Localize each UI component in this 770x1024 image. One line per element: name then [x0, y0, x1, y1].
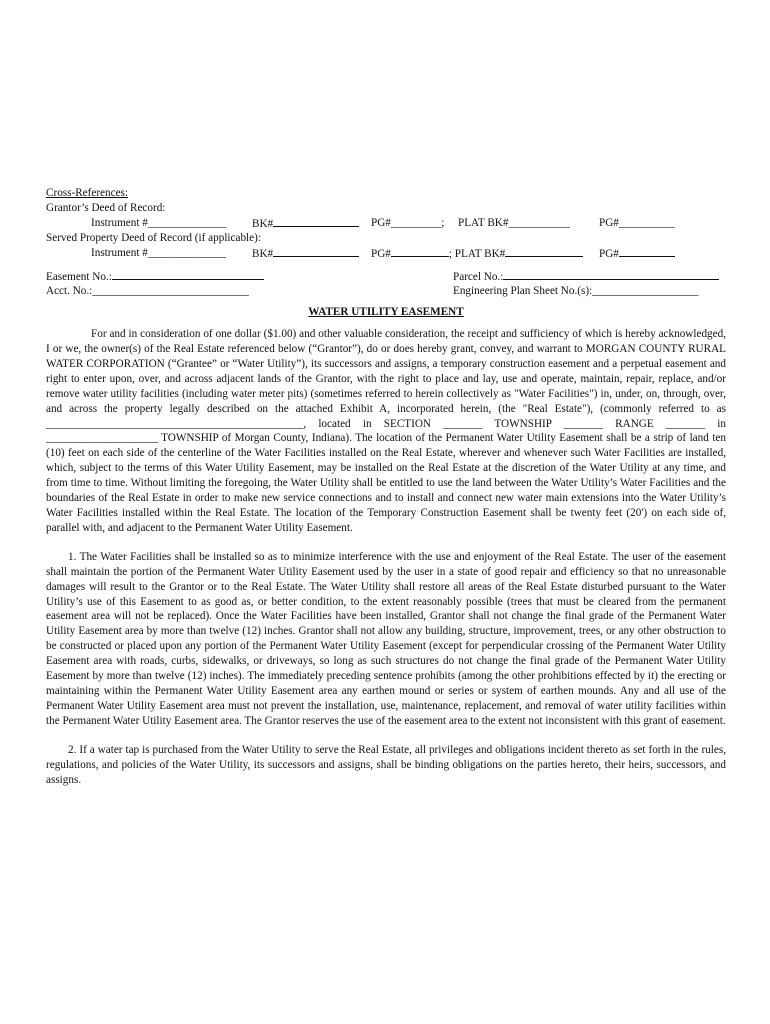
- plat-pg-blank-2: [619, 246, 675, 257]
- plat-bk-blank-2: [505, 246, 583, 257]
- served-deed-label: Served Property Deed of Record (if applicable):: [46, 231, 261, 244]
- cross-references-label: Cross-References:: [46, 187, 129, 199]
- pg-label-2: PG#: [371, 247, 391, 260]
- pg-field-1[interactable]: PG#_________;: [371, 216, 445, 229]
- cross-references-heading: [46, 186, 726, 201]
- intro-paragraph: For and in consideration of one dollar ($1.00) and other valuable consideration, the receipt and sufficiency of which is hereby acknowledged, I or we, the owner(s) of the Real Estate referenced below (“Grantor”), do or does hereby grant, convey, and warrant to MORGAN COUNTY RURAL WATER CORPORATION (“Grantee” or “Water Utility”), its successors and assigns, a temporary construction easement and a perpetual easement and right to enter upon, over, and across adjacent lands of the Grantor, with the right to place and lay, use and operate, maintain, repair, replace, and/or remove water utility facilities (including water meter pits) (sometimes referred to herein collectively as "Water Facilities") in, under, on, through, over, and across the property legally described on the attached Exhibit A, incorporated herein, (the "Real Estate"), (commonly referred to as ______________________________________________, located in SECTION _______ TOWNSHIP _______ RANGE _______ in ____________________ TOWNSHIP of Morgan County, Indiana). The location of the Permanent Water Utility Easement shall be a strip of land ten (10) feet on each side of the centerline of the Water Facilities installed on the Real Estate, wherever and whenever such Water Facilities are installed, which, subject to the terms of this Water Utility Easement, may be installed on the Real Estate at the discretion of the Water Utility at any time, and from time to time. Without limiting the foregoing, the Water Utility shall be entitled to use the land between the Water Utility’s Water Facilities and the boundaries of the Real Estate in order to make new service connections and to install and connect new water main extensions into the Water Utility’s Water Facilities installed within the Real Estate. The location of the Temporary Construction Easement shall be twenty feet (20') on each side of, parallel with, and adjacent to the Permanent Water Utility Easement.: [46, 328, 726, 534]
- easement-no-blank: [112, 269, 264, 280]
- parcel-no-blank: [503, 269, 719, 280]
- pg-field-2[interactable]: [371, 246, 583, 262]
- bk-label-1: BK#: [252, 217, 274, 230]
- bk-label-2: BK#: [252, 247, 274, 260]
- bk-field-1[interactable]: [252, 216, 359, 232]
- parcel-no-field[interactable]: [453, 269, 719, 285]
- acct-engineering-row: [46, 284, 726, 299]
- grantor-deed-label: Grantor’s Deed of Record:: [46, 201, 166, 214]
- acct-no-field[interactable]: Acct. No.:____________________________: [46, 285, 249, 298]
- bk-blank-1: [273, 216, 359, 227]
- document-title: WATER UTILITY EASEMENT: [308, 306, 464, 319]
- plat-pg-field-1[interactable]: PG#__________: [599, 216, 675, 229]
- easement-no-label: Easement No.:: [46, 271, 112, 284]
- bk-blank-2: [273, 246, 359, 257]
- plat-bk-field-1[interactable]: PLAT BK#___________: [458, 216, 570, 229]
- pg-blank-2: [391, 246, 449, 257]
- plat-bk-label-2: ; PLAT BK#: [448, 247, 506, 260]
- engineering-plan-field[interactable]: Engineering Plan Sheet No.(s):___________________: [453, 285, 699, 298]
- plat-pg-label-2: PG#: [599, 247, 619, 260]
- paragraph-1: 1. The Water Facilities shall be installed so as to minimize interference with the use and enjoyment of the Real Estate. The user of the easement shall maintain the portion of the Permanent Water Utility Easement used by the user in a state of good repair and efficiency so that no unreasonable damages will result to the Grantor or to the Real Estate. The Water Utility shall restore all areas of the Real Estate disturbed pursuant to the Water Utility’s use of this Easement to as good as, or better condition, to the extent reasonably possible (trees that must be cleared from the permanent easement area will not be replaced). Once the Water Facilities have been installed, Grantor shall not change the final grade of the Permanent Water Utility Easement area by more than twelve (12) inches. Grantor shall not allow any building, structure, improvement, trees, or any other obstruction to be constructed or placed upon any portion of the Permanent Water Utility Easement (except for perpendicular crossing of the Permanent Water Utility Easement area with roads, curbs, sidewalks, or driveways, so long as such structures do not change the final grade of the Permanent Water Utility Easement by more than twelve (12) inches). The immediately preceding sentence prohibits (among the other prohibitions effected by it) the erecting or maintaining within the Permanent Water Utility Easement area any earthen mound or series or system of earthen mounds. Any and all use of the Permanent Water Utility Easement area must not prevent the installation, use, maintenance, replacement, and removal of water utility facilities within the Permanent Water Utility Easement area. The Grantor reserves the use of the easement area to the extent not inconsistent with this grant of easement.: [46, 550, 726, 727]
- plat-pg-field-2[interactable]: [599, 246, 675, 262]
- bk-field-2[interactable]: [252, 246, 359, 262]
- easement-no-field[interactable]: [46, 269, 264, 285]
- document-page: [46, 186, 726, 787]
- instrument-field-1[interactable]: Instrument #______________: [91, 216, 227, 229]
- easement-parcel-row: [46, 269, 726, 284]
- instrument-field-2[interactable]: Instrument #______________: [91, 246, 227, 259]
- parcel-no-label: Parcel No.:: [453, 271, 504, 284]
- served-deed-row: [46, 246, 726, 261]
- paragraph-2: 2. If a water tap is purchased from the Water Utility to serve the Real Estate, all privileges and obligations incident thereto as set forth in the rules, regulations, and policies of the Water Utility, its successors and assigns, shall be binding obligations on the parties hereto, their heirs, successors, and assigns.: [46, 743, 726, 786]
- grantor-deed-row: [46, 216, 726, 231]
